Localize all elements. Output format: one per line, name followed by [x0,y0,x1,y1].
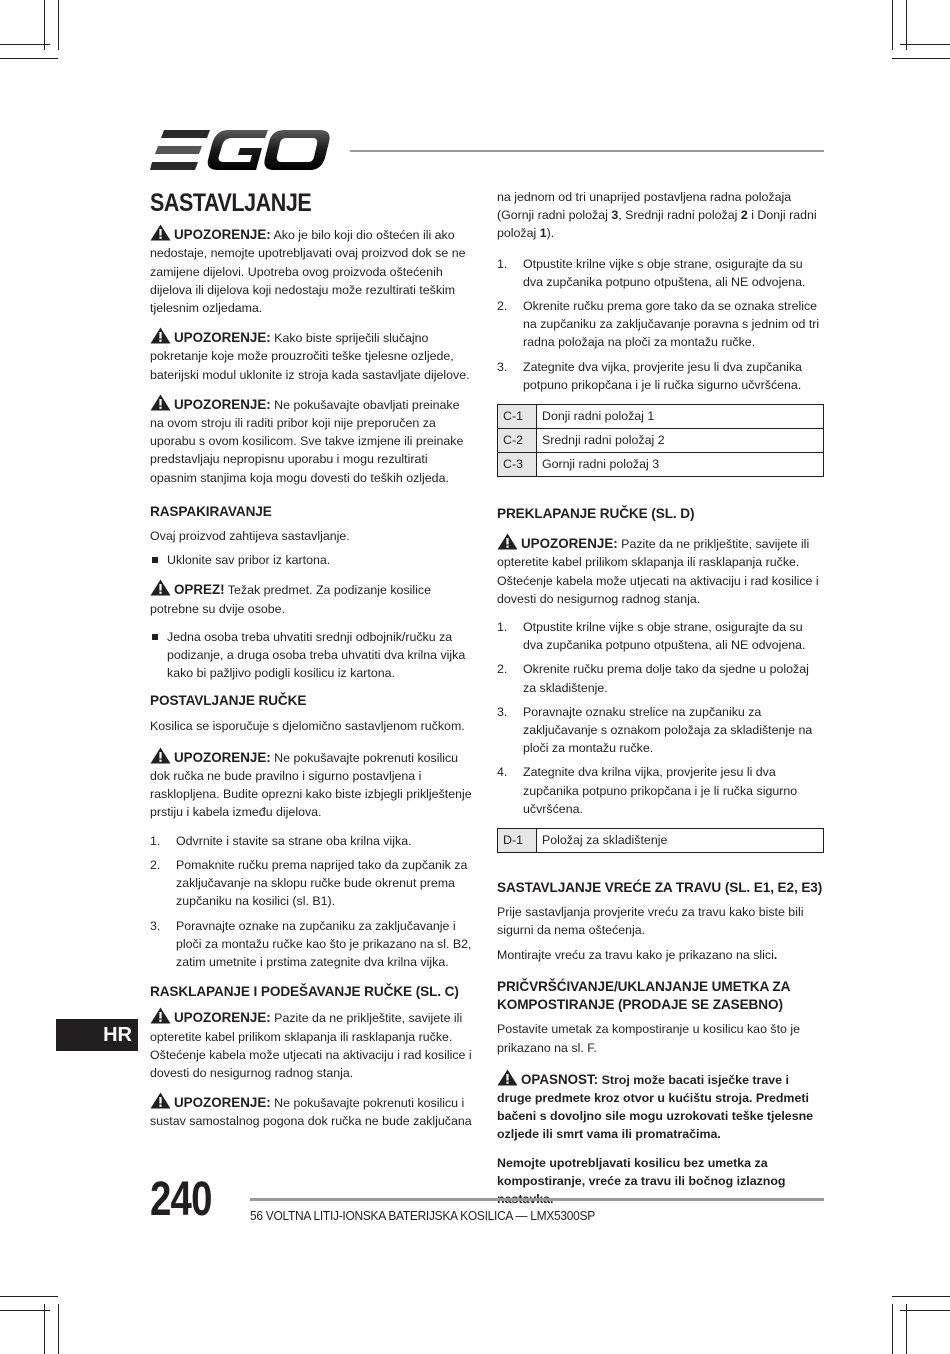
footer-product-name: 56 VOLTNA LITIJ-IONSKA BATERIJSKA KOSILICA — LMX5300SP [250,1208,595,1223]
warning-triangle-icon [150,747,171,764]
warning-triangle-icon [150,327,171,344]
warning-fold-cable: UPOZORENJE: Pazite da ne priklještite, savijete ili opteretite kabel prilikom sklapanja ili rasklapanja ručke. Oštećenje kabela može utjecati na aktivaciju i rad kosilice i dovesti do nesigurnog radnog stanja. [497,533,824,608]
mulch-install: Postavite umetak za kompostiranje u kosilicu kao što je prikazano na sl. F. [497,1022,801,1055]
crop-mark [44,1304,45,1354]
list-item: 2. Okrenite ručku prema gore tako da se oznaka strelice na zupčaniku za zaključavanje poravna s jednim od tri radna položaja na ploči za montažu ručke. [497,299,820,350]
language-tab: HR [56,1019,138,1051]
crop-mark [906,1304,907,1354]
list-item: 4. Zategnite dva krilna vijka, provjerite jesu li dva zupčanika potpuno prikopčana i je li ručka sigurno učvršćena. [497,765,798,816]
continued-text: na jednom od tri unaprijed postavljena radna položaja (Gornji radni položaj 3, Srednji radni položaj 2 i Donji radni položaj 1). [497,190,817,241]
heading-handle-install: POSTAVLJANJE RUČKE [150,693,307,709]
page-number: 240 [150,1173,212,1226]
heading-mulch-plug: PRIČVRŠĆIVANJE/UKLANJANJE UMETKA ZA KOMPOSTIRANJE (PRODAJE SE ZASEBNO) [497,978,790,1013]
danger-thrown-objects: OPASNOST: Stroj može bacati isječke trave i druge predmete kroz otvor u kućištu stroja. Predmeti bačeni s dovoljno sile mogu uzrokovati teške tjelesne ozljede ili smrt vama ili promatračima. [497,1069,824,1144]
crop-mark [0,1296,58,1297]
list-item: 3. Poravnajte oznaku strelice na zupčaniku za zaključavanje s oznakom položaja za skladištenje na ploči za montažu ručke. [497,704,813,756]
list-item: Jedna osoba treba uhvatiti srednji odbojnik/ručku za podizanje, a druga osoba treba uhvatiti dva krilna vijka kako bi pažljivo podigli kosilicu iz kartona. [150,628,474,683]
unpacking-intro: Ovaj proizvod zahtijeva sastavljanje. [150,529,350,544]
bullet-square-icon [152,557,158,563]
crop-mark [892,1296,950,1297]
fold-steps [497,618,824,818]
list-item: 3. Poravnajte oznake na zupčaniku za zaključavanje i ploči za montažu ručke kao što je prikazano na sl. B2, zatim umetnite i prstima zategnite dva krilna vijka. [150,918,472,969]
warning-triangle-icon [497,1069,518,1086]
list-item: 2. Pomaknite ručku prema naprijed tako da zupčanik za zaključavanje na sklopu ručke bude okrenut prema zupčaniku na kosilici (sl. B1). [150,857,468,909]
warning-cable: UPOZORENJE: Pazite da ne priklještite, savijete ili opteretite kabel prilikom sklapanja ili rasklapanja ručke. Oštećenje kabela može utjecati na aktivaciju i rad kosilice i dovesti do nesigurnog radnog stanja. [150,1007,474,1082]
list-item: 1. Otpustite krilne vijke s obje strane, osigurajte da su dva zupčanika potpuno otpuštena, ali NE odvojena. [497,620,806,653]
warning-triangle-icon [150,1092,171,1109]
footer-rule [250,1198,824,1201]
warning-triangle-icon [497,533,518,550]
figure-c-table [497,404,824,477]
crop-mark [892,0,893,50]
table-row: C-3 Gornji radni položaj 3 [498,453,824,477]
table-row: D-1 Položaj za skladištenje [498,829,824,853]
unpacking-list [150,551,474,569]
crop-mark [0,44,50,45]
heading-grass-bag: SASTAVLJANJE VREĆE ZA TRAVU (SL. E1, E2, E3) [497,880,823,896]
warning-triangle-icon [150,579,171,596]
list-item: 1. Odvrnite i stavite sa strane oba krilna vijka. [150,833,412,848]
caution-heavy: OPREZ! Težak predmet. Za podizanje kosilice potrebne su dvije osobe. [150,579,474,617]
warning-modifications: UPOZORENJE: Ne pokušavajte obavljati preinake na ovom stroju ili raditi pribor koji nije preporučen za uporabu s ovom kosilicom. Sve takve izmjene ili preinake predstavljaju nepropisnu uporabu i mogu rezultirati opasnim stanjima koja mogu dovesti do teških ozljeda. [150,394,474,487]
right-column [497,188,824,1218]
crop-mark [906,0,907,50]
crop-mark [900,44,950,45]
lifting-list [150,628,474,683]
crop-mark [0,1310,50,1311]
table-row: C-1 Donji radni položaj 1 [498,405,824,429]
handle-intro: Kosilica se isporučuje s djelomično sastavljenom ručkom. [150,718,465,733]
crop-mark [900,1310,950,1311]
final-warning: Nemojte upotrebljavati kosilicu bez umetka za kompostiranje, vreće za travu ili bočnog izlaznog [497,1155,786,1188]
figure-d-table [497,828,824,853]
crop-mark [44,0,45,50]
crop-mark [0,58,58,59]
header-rule [350,150,824,152]
crop-mark [892,1304,893,1354]
crop-mark [58,1304,59,1354]
list-item: 1. Otpustite krilne vijke s obje strane, osigurajte da su dva zupčanika potpuno otpuštena, ali NE odvojena. [497,256,806,289]
heading-fold-handle: PREKLAPANJE RUČKE (SL. D) [497,506,695,522]
grass-bag-install: Montirajte vreću za travu kako je prikazano na slici. [497,947,778,962]
list-item: 2. Okrenite ručku prema dolje tako da sjedne u položaj za skladištenje. [497,662,809,695]
warning-remove-battery: UPOZORENJE: Kako biste spriječili slučajno pokretanje koje može prouzročiti teške tjelesne ozljede, baterijski modul uklonite iz stroja kada sastavljate dijelove. [150,327,474,384]
heading-unfold-adjust: RASKLAPANJE I PODEŠAVANJE RUČKE (SL. C) [150,984,459,1000]
left-column [150,186,474,1141]
crop-mark [892,58,950,59]
warning-triangle-icon [150,394,171,411]
warning-triangle-icon [150,1007,171,1024]
ego-logo [150,128,332,172]
table-row: C-2 Srednji radni položaj 2 [498,429,824,453]
bullet-square-icon [152,634,158,640]
warning-handle: UPOZORENJE: Ne pokušavajte pokrenuti kosilicu dok ručka ne bude pravilno i sigurno postavljena i rasklopljena. Budite oprezni kako biste izbjegli priklještenje prstiju i kabela između dijelova. [150,747,474,822]
list-item: 3. Zategnite dva vijka, provjerite jesu li dva zupčanika potpuno prikopčana i je li ručka sigurno učvršćena. [497,359,802,392]
adjust-steps [497,255,824,394]
grass-bag-check: Prije sastavljanja provjerite vreću za travu kako biste bili sigurni da nema oštećenja. [497,905,804,938]
warning-triangle-icon [150,224,171,241]
heading-unpacking: RASPAKIRAVANJE [150,503,272,519]
crop-mark [58,0,59,50]
warning-damaged-parts: UPOZORENJE: Ako je bilo koji dio oštećen ili ako nedostaje, nemojte upotrebljavati ovaj proizvod dok se ne zamijene dijelovi. Upotreba ovog proizvoda oštećenih dijelova ili dijelova koji nedostaju može rezultirati teškim tjelesnim ozljedama. [150,224,474,317]
warning-self-propel: UPOZORENJE: Ne pokušavajte pokrenuti kosilicu i sustav samostalnog pogona dok ručka ne bude zaključana [150,1092,474,1130]
section-title: SASTAVLJANJE [150,189,312,217]
list-item: Uklonite sav pribor iz kartona. [150,551,474,569]
handle-steps [150,832,474,971]
